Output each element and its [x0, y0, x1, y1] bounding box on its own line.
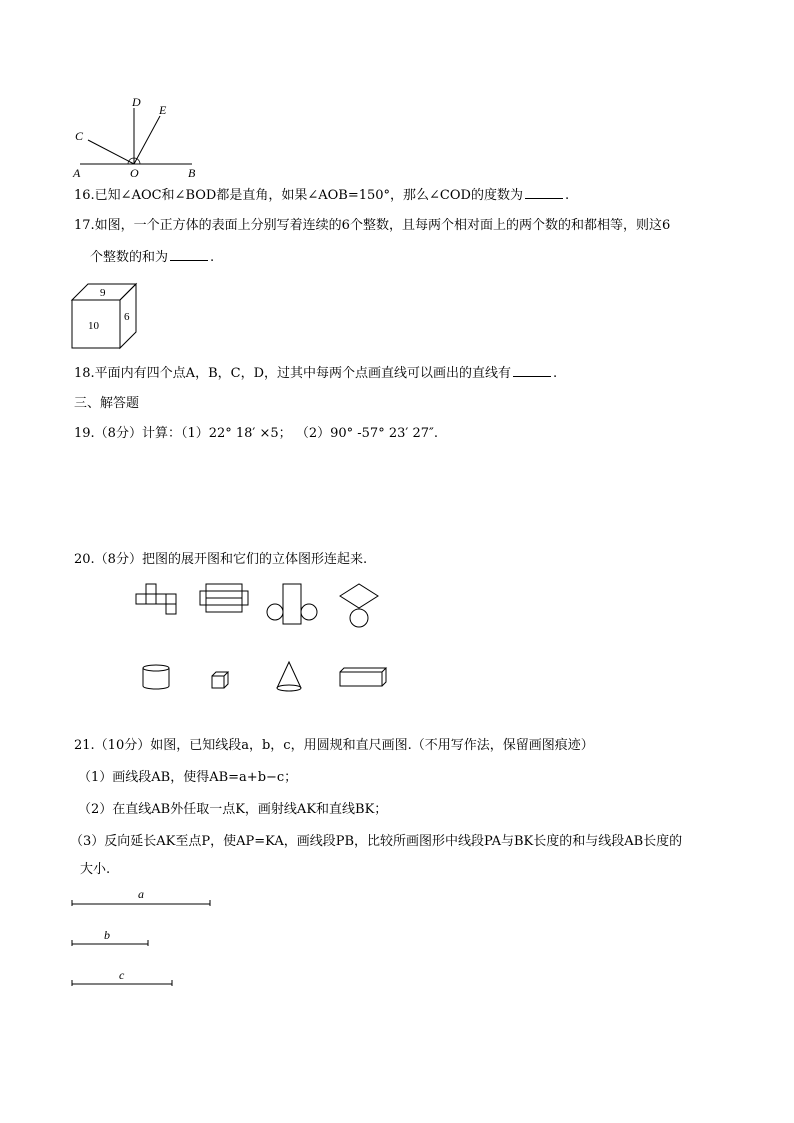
cube-side-number: 6: [124, 311, 130, 323]
cube-figure: [70, 280, 140, 352]
label-segment-c: c: [119, 968, 125, 982]
section-3-title: 三、解答题: [74, 396, 140, 411]
cube-front-number: 10: [88, 320, 99, 332]
q17-answer-blank[interactable]: [170, 248, 208, 261]
cube-top-number: 9: [100, 287, 106, 299]
label-a: A: [73, 166, 81, 180]
question-16: [74, 186, 569, 206]
label-o: O: [130, 166, 139, 180]
q18-answer-blank[interactable]: [513, 364, 551, 377]
cone-net: [340, 584, 378, 627]
q17-text: 个整数的和为: [90, 250, 169, 265]
cone-solid: [277, 662, 301, 691]
question-19: 19.（8分）计算：（1）22° 18′ ×5； （2）90° -57° 23′ 27″.: [74, 426, 438, 441]
question-20: 20.（8分）把图的展开图和它们的立体图形连起来.: [74, 552, 368, 567]
cuboid-net: [200, 584, 248, 612]
ray-oe: [134, 116, 160, 164]
question-21-intro: 21.（10分）如图，已知线段a，b，c，用圆规和直尺画图.（不用写作法，保留画图痕迹）: [74, 738, 594, 753]
label-segment-b: b: [104, 928, 110, 942]
q16-answer-blank[interactable]: [525, 186, 563, 199]
q18-period: .: [553, 366, 558, 381]
label-d: D: [132, 95, 141, 109]
cuboid-solid: [340, 668, 386, 686]
solids-row: [130, 656, 390, 696]
label-b: B: [188, 166, 196, 180]
question-18: [74, 364, 557, 384]
question-17-line1: 17.如图，一个正方体的表面上分别写着连续的6个整数，且每两个相对面上的两个数的和都相等，则这6: [74, 218, 671, 233]
label-segment-a: a: [138, 887, 144, 901]
q18-text: 18.平面内有四个点A，B，C，D，过其中每两个点画直线可以画出的直线有: [74, 366, 511, 381]
question-21-part3-line1: （3）反向延长AK至点P，使AP=KA，画线段PB，比较所画图形中线段PA与BK长度的和与线段AB长度的: [70, 834, 683, 849]
label-c: C: [75, 129, 84, 143]
q17-period: .: [210, 250, 215, 265]
segment-b: [72, 940, 148, 946]
cube-solid: [212, 672, 228, 688]
label-e: E: [159, 103, 167, 117]
question-17-line2: [90, 248, 214, 268]
cylinder-net: [267, 584, 317, 624]
ray-oc: [88, 140, 134, 164]
angle-figure: [66, 92, 206, 182]
segments-figure: [70, 884, 230, 994]
cylinder-solid: [143, 665, 169, 689]
nets-row: [130, 578, 390, 632]
cube-net: [136, 584, 176, 614]
question-21-part1: （1）画线段AB，使得AB=a+b−c；: [78, 770, 298, 785]
q16-text: 16.已知∠AOC和∠BOD都是直角，如果∠AOB=150°，那么∠COD的度数为: [74, 188, 523, 203]
q16-period: .: [564, 188, 570, 203]
question-21-part2: （2）在直线AB外任取一点K，画射线AK和直线BK；: [78, 802, 388, 817]
question-21-part3-line2: 大小.: [80, 862, 111, 877]
